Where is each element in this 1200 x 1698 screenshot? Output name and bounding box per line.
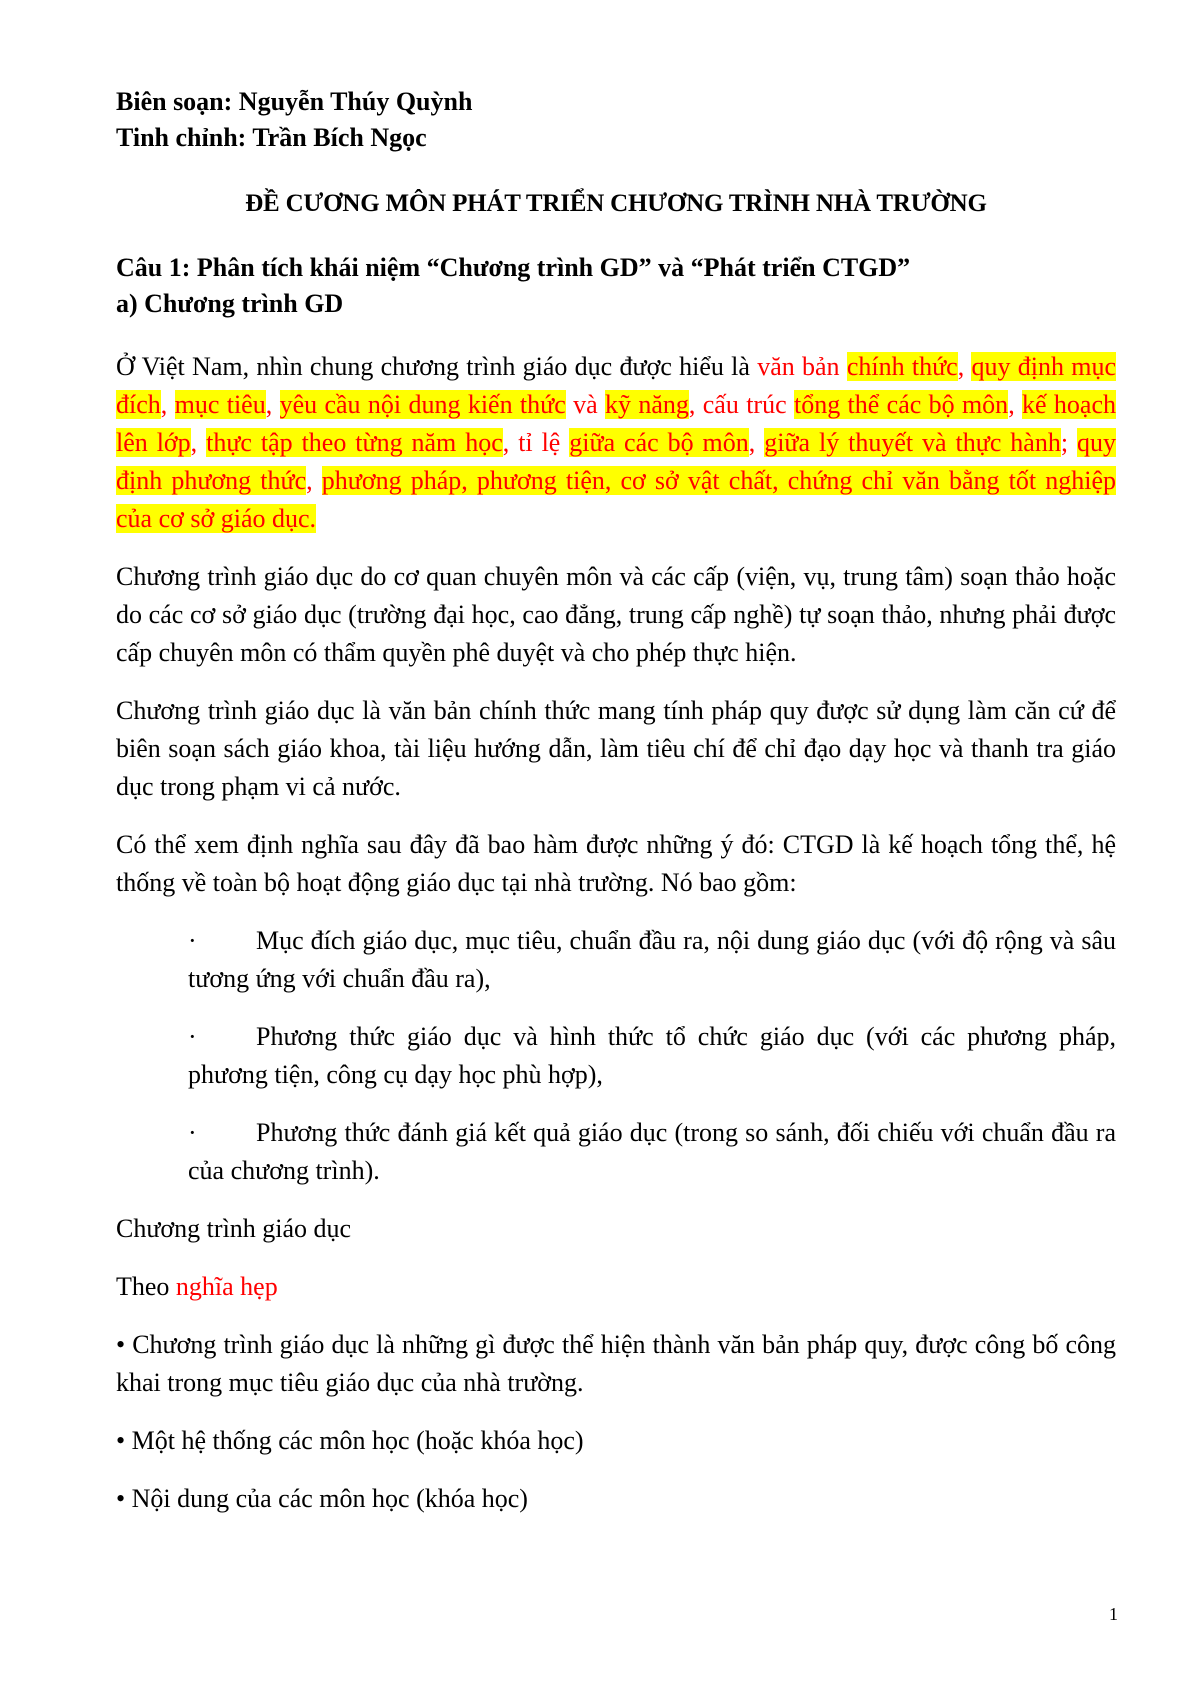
highlight-3: mục tiêu — [174, 390, 266, 419]
bullet-dot: · — [188, 1118, 197, 1147]
list-item-text: Phương thức giáo dục và hình thức tổ chức giáo dục (với các phương pháp, phương tiện, công cụ dạy học phù hợp), — [188, 1022, 1116, 1089]
list-item-text: Phương thức đánh giá kết quả giáo dục (trong so sánh, đối chiếu với chuẩn đầu ra của chương trình). — [188, 1118, 1116, 1185]
para1-connector: , — [1008, 390, 1023, 419]
para1-connector: , — [265, 390, 280, 419]
narrow-red: nghĩa hẹp — [175, 1272, 278, 1301]
highlight-11: quy định phương thức — [116, 428, 1116, 495]
paragraph-legal-basis: Chương trình giáo dục là văn bản chính thức mang tính pháp quy được sử dụng làm căn cứ để biên soạn sách giáo khoa, tài liệu hướng dẫn, làm tiêu chí để chỉ đạo dạy học và thanh tra giáo dục trong phạm vi cả nước. — [116, 696, 1116, 801]
highlight-6: tổng thể các bộ môn — [793, 390, 1009, 419]
bullet-dot: · — [188, 1022, 197, 1051]
highlight-10: giữa lý thuyết và thực hành — [764, 428, 1061, 457]
highlight-1: chính thức — [846, 352, 958, 381]
highlight-4: yêu cầu nội dung kiến thức — [279, 390, 566, 419]
para1-connector: ; — [1060, 428, 1077, 457]
para1-connector: , — [748, 428, 765, 457]
para1-connector: và — [565, 390, 606, 419]
para1-lead: Ở Việt Nam, nhìn chung chương trình giáo dục được hiểu là — [116, 352, 758, 381]
editor-line: Tinh chỉnh: Trần Bích Ngọc — [116, 123, 427, 152]
paragraph-definition — [116, 348, 1116, 538]
highlight-7: kế hoạch lên lớp — [116, 390, 1117, 457]
question-1-heading: Câu 1: Phân tích khái niệm “Chương trình GD” và “Phát triển CTGD” — [116, 253, 911, 282]
highlight-2: quy định mục đích — [116, 352, 1117, 419]
list-item — [188, 922, 1116, 998]
list-item-text: Mục đích giáo dục, mục tiêu, chuẩn đầu ra, nội dung giáo dục (với độ rộng và sâu tương ứng với chuẩn đầu ra), — [188, 926, 1116, 993]
point-item: • Chương trình giáo dục là những gì được thể hiện thành văn bản pháp quy, được công bố công khai trong mục tiêu giáo dục của nhà trường. — [116, 1330, 1116, 1397]
para1-connector: , — [190, 428, 207, 457]
list-item — [188, 1018, 1116, 1094]
page-number: 1 — [1109, 1604, 1118, 1624]
subheading-a: a) Chương trình GD — [116, 289, 344, 318]
highlight-9: giữa các bộ môn — [569, 428, 749, 457]
para1-red-start: văn bản — [757, 352, 847, 381]
section-label: Chương trình giáo dục — [116, 1214, 352, 1243]
paragraph-authoring: Chương trình giáo dục do cơ quan chuyên môn và các cấp (viện, vụ, trung tâm) soạn thảo hoặc do các cơ sở giáo dục (trường đại học, cao đẳng, trung cấp nghề) tự soạn thảo, nhưng phải được cấp chuyên môn có thẩm quyền phê duyệt và cho phép thực hiện. — [116, 562, 1116, 667]
narrow-lead: Theo — [116, 1272, 176, 1301]
document-body — [116, 84, 1116, 1518]
para1-connector: , cấu trúc — [688, 390, 794, 419]
list-item — [188, 1114, 1116, 1190]
paragraph-definition-summary: Có thể xem định nghĩa sau đây đã bao hàm được những ý đó: CTGD là kế hoạch tổng thể, hệ thống về toàn bộ hoạt động giáo dục tại nhà trường. Nó bao gồm: — [116, 830, 1116, 897]
para1-connector: , tỉ lệ — [502, 428, 570, 457]
para1-connector: , — [160, 390, 175, 419]
bullet-dot: · — [188, 926, 197, 955]
narrow-sense-heading — [116, 1268, 1116, 1306]
document-title: ĐỀ CƯƠNG MÔN PHÁT TRIỂN CHƯƠNG TRÌNH NHÀ TRƯỜNG — [245, 190, 987, 217]
highlight-5: kỹ năng — [605, 390, 689, 419]
para1-connector: , — [957, 352, 972, 381]
point-item: • Nội dung của các môn học (khóa học) — [116, 1484, 528, 1513]
highlight-8: thực tập theo từng năm học — [206, 428, 503, 457]
author-line: Biên soạn: Nguyễn Thúy Quỳnh — [116, 87, 473, 116]
point-item: • Một hệ thống các môn học (hoặc khóa học) — [116, 1426, 584, 1455]
para1-connector: , — [306, 466, 322, 495]
highlight-12: phương pháp, phương tiện, cơ sở vật chất, chứng chỉ văn bằng tốt nghiệp của cơ sở giáo dục. — [116, 466, 1117, 533]
